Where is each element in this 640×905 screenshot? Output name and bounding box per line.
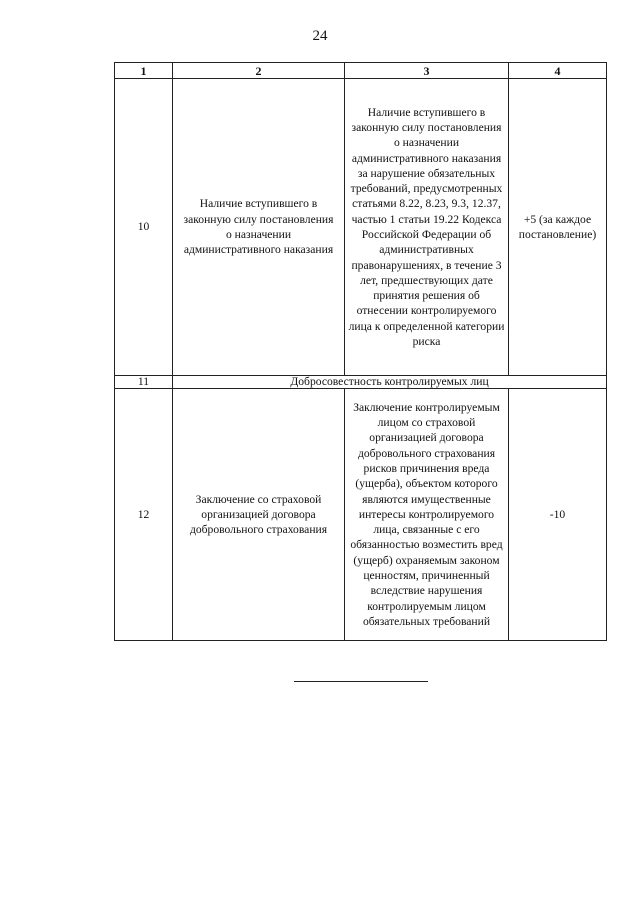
criterion-name: [173, 79, 345, 376]
criterion-value-text: +5 (за каждое постановление): [518, 212, 597, 241]
row-number: 10: [115, 79, 173, 376]
table-section-row: [115, 376, 607, 389]
column-header-1: 1: [115, 63, 173, 79]
criterion-value: [509, 389, 607, 641]
criterion-description-text: Заключение контролируемым лицом со страховой организацией договора добровольного страхования рисков причинения вреда (ущерба), объектом которого являются имущественные интересы контролируемого лица, связанные с его обязанностью возместить вред (ущерб) охраняемым законом ценностям, причиненный вследствие нарушения контролируемым лицом обязательных требований: [350, 400, 503, 628]
table-header-row: [115, 63, 607, 79]
criterion-value-text: -10: [549, 507, 566, 521]
end-divider: [294, 681, 428, 682]
table-row: [115, 79, 607, 376]
column-header-3: 3: [345, 63, 509, 79]
section-title: Добросовестность контролируемых лиц: [173, 376, 607, 389]
column-header-2: 2: [173, 63, 345, 79]
criterion-description: [345, 79, 509, 376]
row-number: 11: [115, 376, 173, 389]
criterion-name-text: Заключение со страховой организацией договора добровольного страхования: [189, 492, 328, 537]
table-row: [115, 389, 607, 641]
column-header-4: 4: [509, 63, 607, 79]
criterion-value: [509, 79, 607, 376]
criterion-name: [173, 389, 345, 641]
criterion-description-text: Наличие вступившего в законную силу постановления о назначении административного наказания за нарушение обязательных требований, предусмотренных статьями 8.22, 8.23, 9.3, 12.37, частью 1 статьи 19.22 Кодекса Российской Федерации об административных правонарушениях, в течение 3 лет, предшествующих дате принятия решения об отнесении контролируемого лица к определенной категории риска: [348, 105, 505, 349]
criterion-name-text: Наличие вступившего в законную силу постановления о назначении административного наказания: [183, 197, 334, 257]
criterion-description: [345, 389, 509, 641]
criteria-table: [114, 62, 607, 641]
row-number: 12: [115, 389, 173, 641]
page-number: 24: [312, 28, 328, 44]
